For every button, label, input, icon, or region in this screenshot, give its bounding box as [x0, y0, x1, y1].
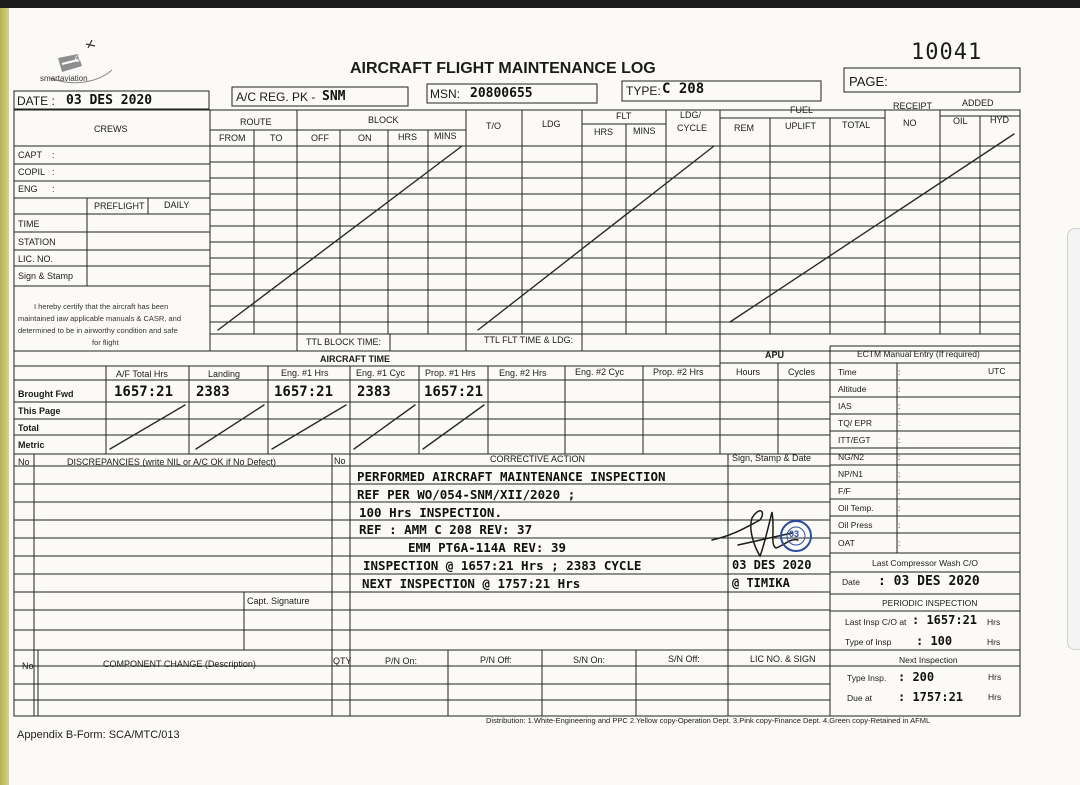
oil-header: OIL	[953, 116, 968, 126]
takeoff-header: T/O	[486, 121, 501, 131]
next-inspection-title: Next Inspection	[899, 655, 958, 665]
eng1-cyc-value[interactable]: 2383	[357, 384, 391, 400]
landing-header: Landing	[208, 369, 241, 379]
reg-value[interactable]: SNM	[322, 89, 346, 104]
distribution-note: Distribution: 1.White-Engineering and PPC 2.Yellow copy-Operation Dept. 3.Pink copy-Finance Dept. 4.Green copy-Retained in AFML	[486, 716, 931, 725]
eng1-hrs-value[interactable]: 1657:21	[274, 384, 334, 400]
ectm-ng-n2: NG/N2	[838, 452, 864, 462]
due-at-value[interactable]: : 1757:21	[898, 690, 964, 704]
ectm-utc: UTC	[988, 366, 1006, 376]
corrective-line-1[interactable]: PERFORMED AIRCRAFT MAINTENANCE INSPECTION	[357, 469, 666, 484]
ectm-colon-7: :	[898, 469, 901, 479]
metric-label: Metric	[18, 440, 45, 450]
prop1-hrs-value[interactable]: 1657:21	[424, 384, 484, 400]
corrective-line-2[interactable]: REF PER WO/054-SNM/XII/2020 ;	[357, 487, 576, 502]
date-label: DATE :	[17, 94, 55, 108]
copil-colon: :	[52, 167, 55, 177]
flt-mins-header: MINS	[633, 126, 656, 136]
ectm-tq-epr: TQ/ EPR	[838, 418, 873, 428]
ldg-header: LDG	[542, 119, 561, 129]
corrective-line-5[interactable]: EMM PT6A-114A REV: 39	[408, 540, 567, 555]
af-total-header: A/F Total Hrs	[116, 369, 168, 379]
ectm-colon-6: :	[898, 452, 901, 462]
ectm-colon-2: :	[898, 384, 901, 394]
reg-label: A/C REG. PK -	[236, 90, 316, 104]
due-at-unit: Hrs	[988, 692, 1002, 702]
ectm-altitude: Altitude	[838, 384, 867, 394]
qty-header: QTY	[333, 656, 352, 666]
disc-no-header: No	[18, 457, 30, 467]
block-hrs-header: HRS	[398, 132, 418, 142]
corr-no-header: No	[334, 456, 346, 466]
preflight-label: PREFLIGHT	[94, 201, 145, 211]
af-total-value[interactable]: 1657:21	[114, 384, 174, 400]
msn-label: MSN:	[430, 87, 460, 101]
eng1-hrs-header: Eng. #1 Hrs	[281, 368, 329, 378]
block-mins-header: MINS	[434, 131, 457, 141]
sn-off-header: S/N Off:	[668, 654, 700, 664]
flt-hrs-header: HRS	[594, 127, 614, 137]
fuel-header: FUEL	[790, 105, 814, 115]
ectm-ias: IAS	[838, 401, 852, 411]
compressor-wash-label: Last Compressor Wash C/O	[872, 558, 978, 568]
ectm-time: Time	[838, 367, 857, 377]
rem-header: REM	[734, 123, 754, 133]
component-change-header: COMPONENT CHANGE (Description)	[103, 659, 256, 669]
wash-date-label: Date	[842, 577, 860, 587]
appendix-label: Appendix B-Form: SCA/MTC/013	[17, 729, 180, 741]
comp-no-header: No	[22, 661, 34, 671]
apu-hours-header: Hours	[736, 367, 761, 377]
type-value[interactable]: C 208	[662, 81, 705, 97]
prop2-hrs-header: Prop. #2 Hrs	[653, 367, 704, 377]
pn-on-header: P/N On:	[385, 656, 418, 666]
hyd-header: HYD	[990, 115, 1010, 125]
ectm-ff: F/F	[838, 486, 851, 496]
landing-value[interactable]: 2383	[196, 384, 230, 400]
off-header: OFF	[311, 133, 329, 143]
eng-label: ENG	[18, 184, 38, 194]
copil-label: COPIL	[18, 167, 46, 177]
crews-header: CREWS	[94, 124, 128, 134]
this-page-label: This Page	[18, 406, 61, 416]
corrective-line-4[interactable]: REF : AMM C 208 REV: 37	[359, 522, 533, 537]
capt-label: CAPT	[18, 150, 43, 160]
pn-off-header: P/N Off:	[480, 655, 512, 665]
ectm-itt-egt: ITT/EGT	[838, 435, 871, 445]
eng2-hrs-header: Eng. #2 Hrs	[499, 368, 547, 378]
ectm-oil-press: Oil Press	[838, 520, 873, 530]
page-label: PAGE:	[849, 74, 888, 89]
total-label: Total	[18, 423, 39, 433]
sign-date-value[interactable]: 03 DES 2020	[732, 558, 812, 572]
added-header: ADDED	[962, 98, 994, 108]
ectm-title: ECTM Manual Entry (If required)	[857, 349, 980, 359]
brought-fwd-label: Brought Fwd	[18, 389, 74, 399]
time-label: TIME	[18, 219, 40, 229]
prop1-hrs-header: Prop. #1 Hrs	[425, 368, 476, 378]
corrective-line-3[interactable]: 100 Hrs INSPECTION.	[359, 505, 502, 520]
ectm-np-n1: NP/N1	[838, 469, 864, 479]
sign-date-header: Sign, Stamp & Date	[732, 453, 812, 463]
stamp-label: 03	[789, 529, 800, 539]
type-label: TYPE:	[626, 84, 661, 98]
apu-cycles-header: Cycles	[788, 367, 816, 377]
eng2-cyc-header: Eng. #2 Cyc	[575, 367, 625, 377]
eng1-cyc-header: Eng. #1 Cyc	[356, 368, 406, 378]
last-insp-unit: Hrs	[987, 617, 1001, 627]
certify-line-1: I hereby certify that the aircraft has been	[34, 302, 169, 311]
block-header: BLOCK	[368, 115, 399, 125]
certify-line-3: determined to be in airworthy condition and safe	[18, 326, 178, 335]
msn-value[interactable]: 20800655	[470, 86, 533, 101]
receipt-header: RECEIPT	[893, 101, 933, 111]
total-header: TOTAL	[842, 120, 871, 130]
type-insp-value[interactable]: : 100	[916, 634, 953, 648]
sign-stamp-label: Sign & Stamp	[18, 271, 74, 281]
stamp-number: 03	[75, 54, 86, 64]
type-insp2-value[interactable]: : 200	[898, 670, 935, 684]
capt-signature-label: Capt. Signature	[247, 596, 310, 606]
ttl-block-label: TTL BLOCK TIME:	[306, 337, 382, 347]
on-header: ON	[358, 133, 372, 143]
certify-line-2: maintained iaw applicable manuals & CASR, and	[18, 314, 182, 323]
ectm-colon-1: :	[898, 367, 901, 377]
ldg-cycle-header: LDG/	[680, 110, 702, 120]
last-insp-value[interactable]: : 1657:21	[912, 613, 978, 627]
from-header: FROM	[219, 133, 246, 143]
uplift-header: UPLIFT	[785, 121, 817, 131]
sn-on-header: S/N On:	[573, 655, 606, 665]
discrepancies-header: DISCREPANCIES (write NIL or A/C OK if No Defect)	[67, 457, 277, 467]
periodic-inspection-title: PERIODIC INSPECTION	[882, 598, 978, 608]
type-insp-unit: Hrs	[987, 637, 1001, 647]
corrective-line-7[interactable]: NEXT INSPECTION @ 1757:21 Hrs	[362, 576, 581, 591]
ectm-colon-8: :	[898, 486, 901, 496]
ectm-colon-11: :	[898, 538, 901, 548]
aircraft-time-title: AIRCRAFT TIME	[320, 354, 390, 364]
form-number: 10041	[911, 40, 983, 65]
date-value[interactable]: 03 DES 2020	[66, 93, 153, 108]
ectm-colon-3: :	[898, 401, 901, 411]
page-title: AIRCRAFT FLIGHT MAINTENANCE LOG	[350, 60, 656, 77]
ectm-colon-5: :	[898, 435, 901, 445]
wash-date-value[interactable]: : 03 DES 2020	[878, 574, 980, 589]
ectm-colon-4: :	[898, 418, 901, 428]
flt-header: FLT	[616, 111, 632, 121]
type-insp-label: Type of Insp	[845, 637, 892, 647]
due-at-label: Due at	[847, 693, 873, 703]
eng-colon: :	[52, 184, 55, 194]
apu-title: APU	[765, 350, 785, 360]
ectm-colon-10: :	[898, 520, 901, 530]
route-header: ROUTE	[240, 117, 272, 127]
lic-no-label: LIC. NO.	[18, 254, 54, 264]
type-insp2-unit: Hrs	[988, 672, 1002, 682]
ttl-flt-label: TTL FLT TIME & LDG:	[484, 335, 574, 345]
certify-line-4: for flight	[92, 338, 119, 347]
station-label: STATION	[18, 237, 56, 247]
ectm-colon-9: :	[898, 503, 901, 513]
type-insp2-label: Type Insp.	[847, 673, 887, 683]
logo-text: smartaviation	[40, 74, 88, 83]
daily-label: DAILY	[164, 200, 190, 210]
corrective-line-6[interactable]: INSPECTION @ 1657:21 Hrs ; 2383 CYCLE	[363, 558, 642, 573]
ectm-oat: OAT	[838, 538, 855, 548]
capt-colon: :	[52, 150, 55, 160]
lic-sign-header: LIC NO. & SIGN	[750, 654, 816, 664]
corrective-action-header: CORRECTIVE ACTION	[490, 454, 586, 464]
ectm-oil-temp: Oil Temp.	[838, 503, 874, 513]
last-insp-label: Last Insp C/O at	[845, 617, 907, 627]
ldg-cycle-header-2: CYCLE	[677, 123, 708, 133]
sign-place-value[interactable]: @ TIMIKA	[732, 576, 790, 590]
receipt-no-header: NO	[903, 118, 917, 128]
to-header: TO	[270, 133, 283, 143]
